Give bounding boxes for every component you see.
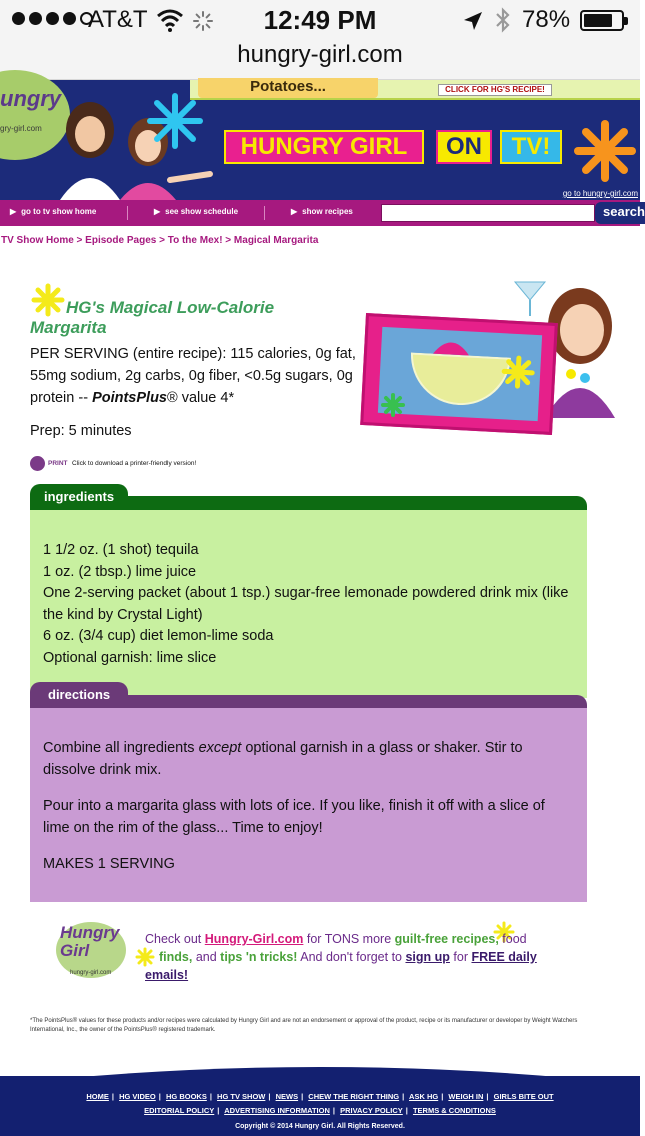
address-bar[interactable] bbox=[0, 40, 640, 80]
ingredients-tab bbox=[30, 484, 128, 510]
list-item: One 2-serving packet (about 1 tsp.) sugar-free lemonade powdered drink mix (like the kind by Crystal Light) bbox=[43, 585, 569, 623]
breadcrumb[interactable]: TV Show Home > Episode Pages > To the Mex! > Magical Margarita bbox=[1, 235, 319, 246]
list-item: 1 1/2 oz. (1 shot) tequila bbox=[43, 542, 199, 558]
ingredients-list bbox=[43, 540, 583, 670]
nav-item-label: show recipes bbox=[302, 207, 353, 216]
footer-link-terms[interactable]: TERMS & CONDITIONS bbox=[412, 1106, 496, 1115]
footer bbox=[0, 1076, 640, 1136]
promo-cta-button[interactable]: CLICK FOR HG'S RECIPE! bbox=[438, 84, 552, 96]
url-text: hungry-girl.com bbox=[237, 41, 403, 68]
search-button[interactable]: search bbox=[595, 202, 645, 224]
nav-item-show-recipes[interactable] bbox=[291, 207, 353, 216]
site-header bbox=[0, 80, 640, 200]
footer-link-editorial-policy[interactable]: EDITORIAL POLICY bbox=[144, 1106, 215, 1115]
recipe-title-line-1: HG's Magical Low-Calorie bbox=[66, 298, 275, 317]
location-arrow-icon bbox=[462, 10, 484, 32]
yield-text: MAKES 1 SERVING bbox=[43, 856, 175, 872]
printer-icon bbox=[30, 456, 45, 471]
promo-text: Check out Hungry-Girl.com for TONS more guilt-free recipes, food finds, and tips 'n tricks! And don't forget to sign up for FREE daily emails! bbox=[145, 932, 537, 982]
green-star-icon bbox=[382, 394, 404, 416]
footer-link-advertising[interactable]: ADVERTISING INFORMATION bbox=[224, 1106, 330, 1115]
sign-up-link[interactable]: sign up bbox=[405, 950, 450, 964]
footer-links-secondary: EDITORIAL POLICY | ADVERTISING INFORMATION | PRIVACY POLICY | TERMS & CONDITIONS bbox=[144, 1106, 496, 1115]
list-item: 1 oz. (2 tbsp.) lime juice bbox=[43, 563, 197, 580]
hungry-girl-link[interactable]: Hungry-Girl.com bbox=[204, 932, 304, 946]
battery-percent: 78% bbox=[522, 6, 571, 33]
umbrella-icon bbox=[431, 336, 472, 362]
footer-link-hg-books[interactable]: HG BOOKS bbox=[165, 1092, 207, 1101]
promo-logo-text: Hungry Girl bbox=[60, 923, 120, 960]
bluetooth-icon bbox=[494, 6, 512, 34]
directions-tab bbox=[30, 682, 128, 708]
nav-item-tv-show-home[interactable] bbox=[10, 207, 96, 216]
flower-icon bbox=[146, 92, 204, 150]
footer-link-hg-video[interactable]: HG VIDEO bbox=[119, 1092, 156, 1101]
recipe-photo-frame bbox=[360, 313, 558, 435]
print-label: PRINT bbox=[48, 460, 68, 467]
arrow-icon: ▶ bbox=[291, 207, 298, 216]
list-item: Optional garnish: lime slice bbox=[43, 649, 217, 666]
orange-flower-icon bbox=[574, 120, 636, 182]
search-input[interactable] bbox=[381, 204, 595, 222]
prep-time: Prep: 5 minutes bbox=[30, 423, 132, 439]
points-plus-label: PointsPlus bbox=[92, 390, 167, 406]
ingredients-tab-label: ingredients bbox=[44, 489, 115, 504]
recipe-title bbox=[30, 298, 330, 338]
copyright: Copyright © 2014 Hungry Girl. All Rights Reserved. bbox=[235, 1123, 405, 1130]
banner-on: ON bbox=[436, 130, 492, 164]
points-disclaimer: *The PointsPlus® values for these products and/or recipes were calculated by Hungry Girl and are not an endorsement or approval of the product, recipe or its manufacturer or developer by Weight Watchers International, Inc., the owner of the PointsPlus® registered trademark. bbox=[30, 1018, 578, 1033]
site-logo[interactable]: ungry bbox=[0, 86, 62, 111]
clock: 12:49 PM bbox=[263, 5, 377, 35]
footer-link-privacy-policy[interactable]: PRIVACY POLICY bbox=[340, 1106, 403, 1115]
nav-bar bbox=[0, 200, 645, 226]
points-value: ® value 4* bbox=[167, 390, 235, 406]
arrow-icon: ▶ bbox=[154, 207, 161, 216]
footer-link-home[interactable]: HOME bbox=[86, 1092, 109, 1101]
battery-icon bbox=[580, 10, 624, 31]
footer-link-ask-hg[interactable]: ASK HG bbox=[409, 1092, 439, 1101]
footer-link-weigh-in[interactable]: WEIGH IN bbox=[448, 1092, 484, 1101]
hungry-girl-promo-logo[interactable] bbox=[48, 912, 130, 982]
site-logo-url: gry-girl.com bbox=[0, 124, 42, 133]
goto-hungry-girl-link[interactable]: go to hungry-girl.com bbox=[562, 189, 638, 198]
nutrition-text: PER SERVING (entire recipe): 115 calories, 0g fat, 55mg sodium, 2g carbs, 0g fiber, <0.5g sugars, 0g protein -- bbox=[30, 346, 356, 406]
promo-headline[interactable]: Potatoes... bbox=[198, 78, 378, 98]
nav-item-label: go to tv show home bbox=[21, 207, 97, 216]
directions-text bbox=[43, 737, 573, 889]
nav-divider bbox=[127, 206, 128, 220]
footer-link-chew-the-right-thing[interactable]: CHEW THE RIGHT THING bbox=[308, 1092, 400, 1101]
print-description: Click to download a printer-friendly version! bbox=[72, 460, 197, 467]
recipe-title-line-2: Margarita bbox=[30, 318, 107, 337]
nutrition-info bbox=[30, 343, 370, 409]
yellow-star-icon bbox=[501, 355, 535, 389]
footer-links-primary: HOME | HG VIDEO | HG BOOKS | HG TV SHOW | NEWS | CHEW THE RIGHT THING | ASK HG | WEIGH IN | GIRLS BITE OUT bbox=[86, 1092, 554, 1101]
carrier-label: AT&T bbox=[88, 6, 148, 33]
arrow-icon: ▶ bbox=[10, 207, 17, 216]
promo-logo-url: hungry-girl.com bbox=[70, 970, 112, 976]
footer-link-news[interactable]: NEWS bbox=[275, 1092, 299, 1101]
free-emails-link[interactable]: FREE daily emails! bbox=[145, 950, 537, 982]
status-bar bbox=[0, 0, 640, 40]
footer-link-girls-bite-out[interactable]: GIRLS BITE OUT bbox=[493, 1092, 554, 1101]
list-item: 6 oz. (3/4 cup) diet lemon-lime soda bbox=[43, 628, 274, 645]
hungry-girl-banner: HUNGRY GIRL bbox=[224, 130, 424, 164]
nav-item-label: see show schedule bbox=[165, 207, 239, 216]
direction-step: Combine all ingredients except optional garnish in a glass or shaker. Stir to dissolve drink mix. bbox=[43, 740, 523, 778]
footer-link-hg-tv-show[interactable]: HG TV SHOW bbox=[217, 1092, 266, 1101]
banner-tv: TV! bbox=[500, 130, 562, 164]
directions-tab-label: directions bbox=[48, 687, 111, 702]
nav-item-show-schedule[interactable] bbox=[154, 207, 238, 216]
nav-divider bbox=[264, 206, 265, 220]
direction-step: Pour into a margarita glass with lots of ice. If you like, finish it off with a slice of lime on the rim of the glass... Time to enjoy! bbox=[43, 798, 545, 836]
